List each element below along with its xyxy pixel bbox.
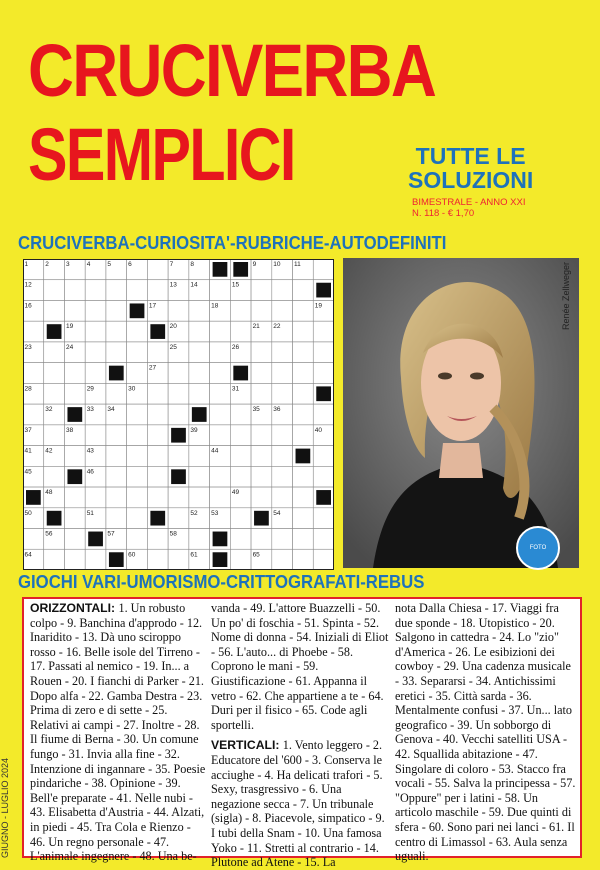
grid-number: 25: [169, 343, 177, 351]
grid-cell: [251, 342, 272, 363]
grid-cell: [189, 363, 210, 384]
grid-cell: [230, 321, 251, 342]
grid-number: 49: [231, 489, 240, 497]
grid-cell: [85, 321, 106, 342]
grid-cell: [272, 487, 293, 508]
grid-number: 54: [273, 509, 281, 517]
grid-cell: [106, 280, 127, 301]
clue-text: vanda - 49. L'attore Buazzelli - 50. Un po' di foschia - 51. Spinta - 52. Nome di donna - 54. Iniziali di Eliot - 56. L'auto... di Phoebe - 58. Coprono le mani - 59. Giustificazione - 61. Appanna il vetro - 62. Che appartiene a te - 64. Duri per il fisico - 65. Code agli sportelli.: [211, 601, 389, 732]
clues-column-2: [211, 601, 389, 870]
grid-cell: [85, 549, 106, 570]
grid-cell: [127, 342, 148, 363]
grid-number: 21: [252, 323, 260, 331]
grid-number: 37: [24, 426, 32, 434]
black-square: [171, 469, 186, 484]
grid-cell: [230, 300, 251, 321]
grid-cell: [189, 321, 210, 342]
grid-cell: [23, 404, 44, 425]
grid-cell: [272, 363, 293, 384]
clue-text: 1. Un robusto colpo - 9. Banchina d'approdo - 12. Inaridito - 13. Dà uno sciroppo rosso - 16. Belle isole del Tirreno - 17. Passati al nemico - 19. In... a Rouen - 20. I fianchi di Parker - 21. Dopo alfa - 22. Gamba Destra - 23. Prima di zero e di sette - 25. Relativi ai campi - 27. Inoltre - 28. Il fiume di Berna - 30. Un comune fungo - 31. Invia alla fine - 32. Intenzione di ingannare - 35. Poesie pindariche - 38. Opinione - 39. Bell'e preparate - 41. Nelle nubi - 43. Elisabetta d'Austria - 44. Alzati, in piedi - 45. Tra Cola e Rienzo - 46. Un regno personale - 47. L'animale ingegnere - 48. Una be-: [30, 601, 206, 864]
grid-number: 14: [190, 281, 198, 289]
grid-cell: [127, 487, 148, 508]
grid-cell: [230, 466, 251, 487]
grid-cell: [189, 300, 210, 321]
portrait-illustration: [343, 258, 579, 568]
grid-cell: [85, 487, 106, 508]
grid-cell: [147, 529, 168, 550]
black-square: [171, 428, 186, 443]
grid-cell: [189, 487, 210, 508]
grid-cell: [210, 321, 231, 342]
grid-number: 36: [273, 406, 281, 414]
photo-credit: Renée Zellweger: [561, 262, 571, 331]
grid-cell: [147, 466, 168, 487]
grid-cell: [168, 363, 189, 384]
grid-cell: [106, 487, 127, 508]
grid-cell: [106, 425, 127, 446]
grid-cell: [313, 259, 334, 280]
grid-cell: [106, 300, 127, 321]
grid-number: 31: [231, 385, 240, 393]
grid-number: 61: [190, 551, 198, 559]
grid-cell: [313, 321, 334, 342]
grid-number: 35: [252, 406, 260, 414]
grid-number: 41: [24, 447, 32, 455]
grid-cell: [189, 383, 210, 404]
grid-cell: [313, 342, 334, 363]
frequency-label: BIMESTRALE - ANNO XXI: [412, 197, 526, 208]
magazine-title-line1: CRUCIVERBA: [28, 29, 436, 112]
grid-cell: [168, 487, 189, 508]
grid-number: 7: [169, 261, 174, 268]
subtitle: TUTTE LE SOLUZIONI: [408, 143, 534, 193]
black-square: [109, 552, 124, 567]
grid-cell: [168, 549, 189, 570]
clue-text: nota Dalla Chiesa - 17. Viaggi fra due sponde - 18. Utopistico - 20. Salgono in cattedra - 24. Lo "zio" d'America - 26. Le esibizioni dei cowboy - 29. Una cadenza musicale - 33. Separarsi - 34. Antichissimi eretici - 35. Città sarda - 36. Mentalmente confusi - 37. Un... lato geografico - 39. Un sobborgo di Genova - 40. Vecchi satelliti USA - 42. Squallida abitazione - 47. Singolare di coloro - 53. Stacco fra vocali - 55. Salva la principessa - 57. "Oppure" per i latini - 58. Un articolo maschile - 59. Due quinti di sfera - 60. Sono pari nei lanci - 61. Il centro di Limassol - 63. Aula senza uguali.: [395, 601, 576, 864]
grid-cell: [106, 508, 127, 529]
grid-cell: [106, 342, 127, 363]
grid-cell: [147, 446, 168, 467]
black-square: [47, 324, 62, 339]
grid-cell: [64, 383, 85, 404]
black-square: [316, 386, 331, 401]
grid-number: 15: [231, 281, 240, 289]
grid-number: 27: [148, 364, 157, 372]
grid-cell: [210, 342, 231, 363]
band-bottom: GIOCHI VARI-UMORISMO-CRITTOGRAFATI-REBUS: [18, 572, 425, 592]
black-square: [109, 366, 124, 381]
grid-cell: [272, 549, 293, 570]
grid-cell: [106, 383, 127, 404]
grid-cell: [168, 300, 189, 321]
grid-number: 53: [211, 509, 219, 517]
grid-cell: [293, 549, 314, 570]
grid-cell: [106, 321, 127, 342]
grid-number: 19: [65, 323, 74, 331]
grid-number: 1: [24, 261, 29, 268]
grid-number: 18: [211, 302, 219, 310]
grid-cell: [64, 549, 85, 570]
grid-cell: [64, 529, 85, 550]
grid-cell: [147, 487, 168, 508]
grid-cell: [168, 446, 189, 467]
grid-cell: [189, 529, 210, 550]
grid-number: 57: [107, 530, 115, 538]
grid-cell: [127, 508, 148, 529]
grid-cell: [168, 383, 189, 404]
grid-cell: [293, 487, 314, 508]
grid-cell: [293, 425, 314, 446]
grid-cell: [293, 529, 314, 550]
grid-cell: [127, 280, 148, 301]
grid-cell: [127, 446, 148, 467]
grid-cell: [127, 363, 148, 384]
grid-cell: [147, 425, 168, 446]
grid-number: 2: [45, 261, 49, 268]
black-square: [233, 262, 248, 277]
grid-cell: [168, 404, 189, 425]
grid-number: 33: [86, 406, 94, 414]
grid-cell: [251, 425, 272, 446]
grid-cell: [251, 383, 272, 404]
grid-number: 43: [86, 447, 94, 455]
grid-number: 23: [24, 343, 32, 351]
grid-number: 16: [24, 302, 32, 310]
grid-number: 40: [314, 426, 323, 434]
grid-number: 11: [294, 261, 301, 268]
grid-cell: [210, 404, 231, 425]
grid-cell: [251, 280, 272, 301]
grid-number: 48: [45, 489, 53, 497]
black-square: [254, 511, 269, 526]
grid-number: 45: [24, 468, 32, 476]
grid-cell: [230, 508, 251, 529]
grid-cell: [251, 466, 272, 487]
grid-cell: [44, 363, 65, 384]
grid-cell: [230, 549, 251, 570]
grid-cell: [44, 342, 65, 363]
grid-cell: [127, 529, 148, 550]
grid-cell: [251, 529, 272, 550]
grid-number: 10: [273, 261, 281, 268]
black-square: [316, 283, 331, 298]
grid-cell: [127, 404, 148, 425]
black-square: [192, 407, 207, 422]
grid-cell: [64, 446, 85, 467]
grid-cell: [293, 321, 314, 342]
grid-cell: [272, 466, 293, 487]
grid-cell: [272, 446, 293, 467]
grid-cell: [313, 529, 334, 550]
grid-cell: [44, 300, 65, 321]
grid-cell: [23, 321, 44, 342]
grid-number: 51: [86, 509, 94, 517]
clues-column-1: [30, 601, 206, 864]
grid-cell: [106, 466, 127, 487]
grid-cell: [313, 363, 334, 384]
clues-column-3: [395, 601, 577, 864]
grid-number: 22: [273, 323, 281, 331]
grid-cell: [44, 549, 65, 570]
grid-cell: [127, 321, 148, 342]
grid-cell: [293, 363, 314, 384]
grid-cell: [313, 466, 334, 487]
issue-date: GIUGNO - LUGLIO 2024: [0, 758, 10, 859]
grid-number: 50: [24, 509, 32, 517]
grid-cell: [85, 342, 106, 363]
crossword-grid: [23, 259, 334, 570]
grid-cell: [272, 342, 293, 363]
grid-number: 42: [45, 447, 53, 455]
grid-number: 26: [231, 343, 240, 351]
grid-cell: [293, 280, 314, 301]
grid-cell: [85, 363, 106, 384]
grid-number: 64: [24, 551, 32, 559]
band-top: CRUCIVERBA-CURIOSITA'-RUBRICHE-AUTODEFINITI: [18, 233, 447, 253]
grid-cell: [251, 363, 272, 384]
grid-cell: [251, 487, 272, 508]
grid-number: 4: [86, 261, 91, 268]
grid-cell: [210, 487, 231, 508]
black-square: [213, 552, 228, 567]
grid-number: 20: [169, 323, 177, 331]
grid-cell: [313, 549, 334, 570]
grid-cell: [210, 363, 231, 384]
grid-number: 32: [45, 406, 53, 414]
grid-cell: [313, 508, 334, 529]
grid-cell: [127, 466, 148, 487]
grid-cell: [293, 404, 314, 425]
grid-cell: [127, 425, 148, 446]
grid-number: 17: [148, 302, 157, 310]
issue-info: [412, 197, 562, 219]
grid-cell: [44, 280, 65, 301]
grid-number: 24: [65, 343, 74, 351]
grid-cell: [230, 404, 251, 425]
grid-number: 46: [86, 468, 94, 476]
grid-cell: [147, 280, 168, 301]
grid-cell: [44, 466, 65, 487]
grid-cell: [147, 383, 168, 404]
black-square: [47, 511, 62, 526]
grid-cell: [64, 300, 85, 321]
grid-cell: [147, 259, 168, 280]
grid-cell: [230, 529, 251, 550]
grid-number: 6: [128, 261, 132, 268]
grid-number: 12: [24, 281, 32, 289]
grid-number: 13: [169, 281, 177, 289]
grid-cell: [189, 342, 210, 363]
grid-number: 65: [252, 551, 260, 559]
black-square: [67, 407, 82, 422]
cover-photo: [343, 258, 579, 568]
black-square: [150, 324, 165, 339]
grid-number: 30: [128, 385, 136, 393]
grid-cell: [272, 280, 293, 301]
grid-cell: [147, 342, 168, 363]
grid-cell: [272, 425, 293, 446]
black-square: [316, 490, 331, 505]
black-square: [130, 303, 145, 318]
grid-number: 19: [314, 302, 323, 310]
grid-cell: [293, 383, 314, 404]
black-square: [26, 490, 41, 505]
grid-number: 9: [252, 261, 257, 268]
grid-cell: [230, 425, 251, 446]
grid-cell: [23, 529, 44, 550]
grid-cell: [293, 300, 314, 321]
black-square: [213, 262, 228, 277]
grid-cell: [272, 300, 293, 321]
grid-cell: [272, 383, 293, 404]
grid-number: 28: [24, 385, 32, 393]
grid-cell: [64, 487, 85, 508]
grid-cell: [64, 508, 85, 529]
clue-heading-verticali: VERTICALI:: [211, 738, 283, 753]
grid-cell: [293, 466, 314, 487]
grid-cell: [313, 404, 334, 425]
grid-number: 38: [65, 426, 74, 434]
grid-cell: [210, 425, 231, 446]
grid-number: 60: [128, 551, 136, 559]
grid-number: 5: [107, 261, 112, 268]
grid-cell: [147, 549, 168, 570]
grid-cell: [147, 404, 168, 425]
grid-cell: [23, 363, 44, 384]
grid-cell: [85, 300, 106, 321]
grid-cell: [44, 425, 65, 446]
black-square: [296, 449, 311, 464]
grid-cell: [168, 508, 189, 529]
grid-number: 44: [211, 447, 219, 455]
grid-cell: [230, 446, 251, 467]
black-square: [213, 532, 228, 547]
grid-cell: [251, 300, 272, 321]
black-square: [150, 511, 165, 526]
grid-number: 8: [190, 261, 194, 268]
grid-cell: [189, 466, 210, 487]
grid-cell: [85, 425, 106, 446]
grid-number: 3: [65, 261, 70, 268]
black-square: [67, 469, 82, 484]
black-square: [233, 366, 248, 381]
grid-cell: [44, 383, 65, 404]
grid-cell: [251, 446, 272, 467]
grid-cell: [293, 508, 314, 529]
grid-cell: [313, 446, 334, 467]
grid-cell: [64, 363, 85, 384]
grid-number: 56: [45, 530, 53, 538]
grid-number: 52: [190, 509, 198, 517]
clues-box: [22, 597, 582, 870]
grid-cell: [106, 446, 127, 467]
grid-cell: [293, 342, 314, 363]
grid-cell: [272, 529, 293, 550]
grid-cell: [64, 280, 85, 301]
issue-price: N. 118 - € 1,70: [412, 208, 475, 219]
grid-cell: [189, 446, 210, 467]
photo-agency-stamp: FOTO: [516, 526, 560, 570]
magazine-title-line2: SEMPLICI: [28, 113, 295, 196]
grid-cell: [210, 280, 231, 301]
grid-number: 58: [169, 530, 177, 538]
grid-cell: [210, 383, 231, 404]
grid-number: 29: [86, 385, 94, 393]
clue-heading-orizzontali: ORIZZONTALI:: [30, 601, 119, 615]
grid-number: 39: [190, 426, 198, 434]
grid-cell: [210, 466, 231, 487]
grid-number: 34: [107, 406, 115, 414]
clue-text: 1. Vento leggero - 2. Educatore del '600 - 3. Conserva le acciughe - 4. Ha delicati trafori - 5. Sexy, trasgressivo - 6. Una negazione secca - 7. Un tribunale (sigla) - 8. Piacevole, simpatico - 9. I tubi della Snam - 10. Una famosa Yoko - 11. Stretti al contrario - 14. Plutone ad Atene - 15. La: [211, 738, 385, 870]
grid-cell: [85, 280, 106, 301]
black-square: [88, 532, 103, 547]
